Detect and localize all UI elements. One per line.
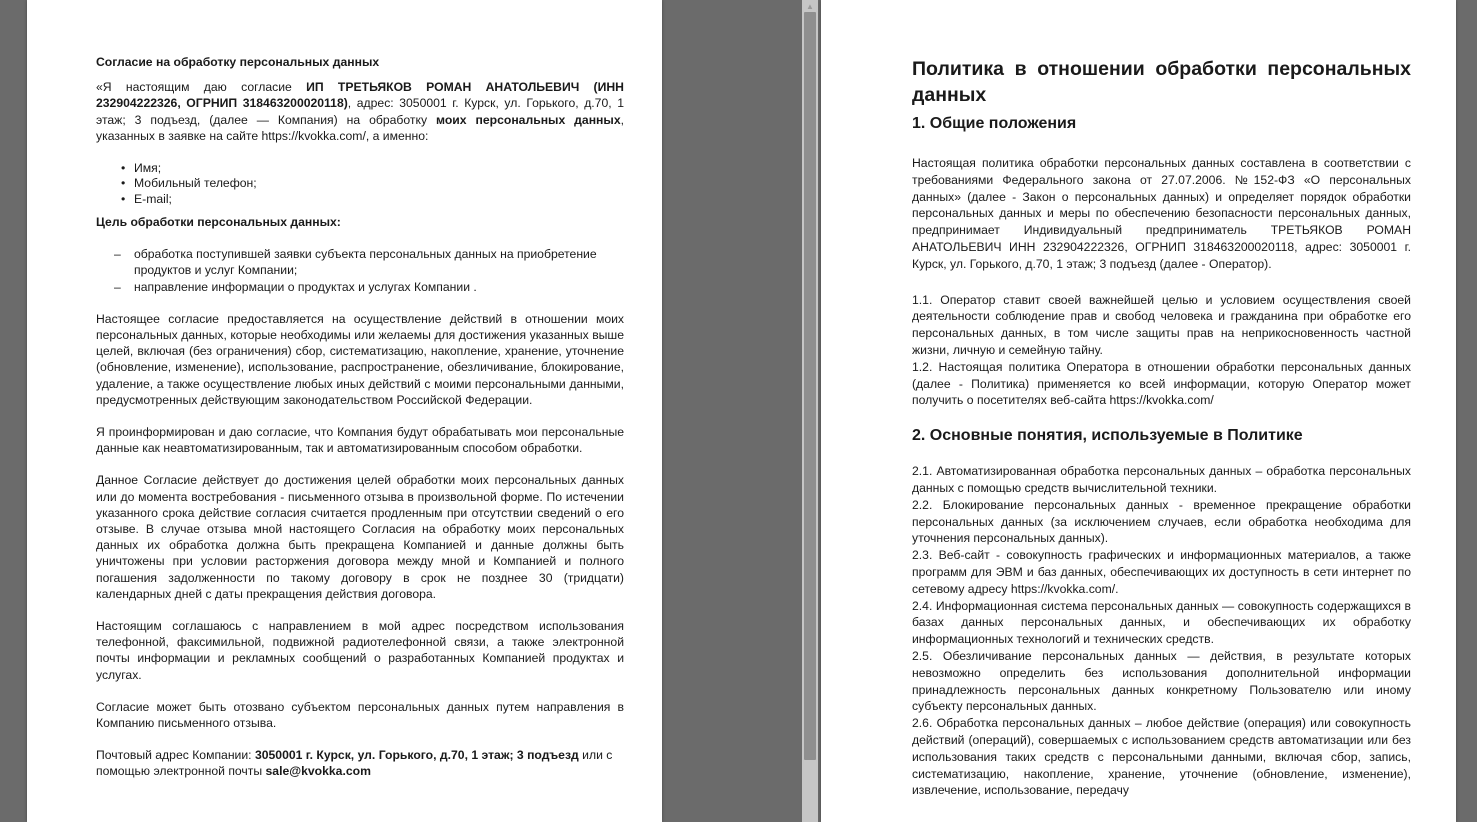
left-document-page <box>27 0 662 822</box>
purpose-list <box>96 246 624 295</box>
policy-item: 1.1. Оператор ставит своей важнейшей целью и условием осуществления своей деятельности соблюдение прав и свобод человека и гражданина при обработке его персональных данных, в том числе защиты прав на неприкосновенность частной жизни, личную и семейную тайну. <box>912 292 1411 357</box>
policy-item: 1.2. Настоящая политика Оператора в отношении обработки персональных данных (далее - Политика) применяется ко всей информации, которую Оператор может получить о посетителях веб-сайта https://kvokka.com/ <box>912 359 1411 408</box>
postal-address-value: 3050001 г. Курск, ул. Горького, д.70, 1 этаж; 3 подъезд <box>254 748 579 763</box>
policy-item: 2.2. Блокирование персональных данных - временное прекращение обработки персональных данных (за исключением случаев, если обработка необходима для уточнения персональных данных). <box>912 497 1411 546</box>
intro-company: ИП ТРЕТЬЯКОВ РОМАН АНАТОЛЬЕВИЧ (ИНН 232904222326, ОГРНИП 318463200020118) <box>96 80 624 111</box>
section-2-title: 2. Основные понятия, используемые в Политике <box>912 427 1303 445</box>
vertical-scrollbar[interactable] <box>802 0 818 822</box>
policy-document <box>912 56 1411 799</box>
consent-paragraph: Настоящее согласие предоставляется на осуществление действий в отношении моих персональных данных, которые необходимы или желаемы для достижения указанных выше целей, включая (без ограничения) сбор, систематизацию, накопление, хранение, уточнение (обновление, изменение), использование, распространение, обезличивание, блокирование, удаление, а также осуществление любых иных действий с моими персональными данными, предусмотренных действующим законодательством Российской Федерации. <box>96 311 624 407</box>
intro-text-3: , указанных в заявке на сайте https://kvokka.com/, а именно: <box>96 112 624 143</box>
policy-item: 2.1. Автоматизированная обработка персональных данных – обработка персональных данных с помощью средств вычислительной техники. <box>912 464 1411 495</box>
consent-paragraph: Я проинформирован и даю согласие, что Компания будут обрабатывать мои персональные данные как неавтоматизированным, так и автоматизированным способом обработки. <box>96 424 624 456</box>
consent-intro <box>96 79 624 144</box>
right-document-page <box>821 0 1456 822</box>
consent-document <box>96 54 624 780</box>
policy-title: Политика в отношении обработки персональных данных <box>912 58 1411 106</box>
policy-item: 2.4. Информационная система персональных данных — совокупность содержащихся в базах данных персональных данных, и обеспечивающих их обработку информационных технологий и технических средств. <box>912 598 1411 647</box>
postal-text-1: Почтовый адрес Компании: <box>96 748 255 763</box>
policy-item: 2.6. Обработка персональных данных – любое действие (операция) или совокупность действий (операций), совершаемых с использованием средств автоматизации или без использования таких средств с персональными данными, включая сбор, запись, систематизацию, накопление, хранение, уточнение (обновление, изменение), извлечение, использование, передачу <box>912 716 1411 798</box>
postal-address <box>96 747 624 779</box>
consent-paragraph: Согласие может быть отозвано субъектом персональных данных путем направления в Компанию письменного отзыва. <box>96 699 624 730</box>
intro-text-1: «Я настоящим даю согласие <box>96 80 307 95</box>
scroll-up-arrow-icon[interactable]: ▲ <box>806 2 814 11</box>
personal-data-list <box>96 161 624 207</box>
intro-bold-data: моих персональных данных <box>436 112 621 127</box>
consent-title: Согласие на обработку персональных данных <box>96 55 380 69</box>
email-value: sale@kvokka.com <box>265 764 371 779</box>
consent-paragraph: Настоящим соглашаюсь с направлением в мой адрес посредством использования телефонной, факсимильной, подвижной радиотелефонной связи, а также электронной почты информации и рекламных сообщений о разработанных Компанией продуктах и услугах. <box>96 618 624 682</box>
consent-paragraph: Данное Согласие действует до достижения целей обработки моих персональных данных или до момента востребования - письменного отзыва в произвольной форме. По истечении указанного срока действие согласия считается продленным при отсутствии сведений о его отзыве. В случае отзыва мной настоящего Согласия на обработку моих персональных данных их обработка должна быть прекращена Компанией и данные должны быть уничтожены при условии расторжения договора между мной и Компанией и полного погашения задолженности по такому договору в срок не позднее 30 (тридцати) календарных дней с даты прекращения действия договора. <box>96 473 624 601</box>
policy-item: 2.3. Веб-сайт - совокупность графических и информационных материалов, а также программ для ЭВМ и баз данных, обеспечивающих их доступность в сети интернет по сетевому адресу https://kvokka.com/. <box>912 548 1411 596</box>
policy-item: 2.5. Обезличивание персональных данных — действия, в результате которых невозможно определить без использования дополнительной информации принадлежность персональных данных конкретному Пользователю или иному субъекту персональных данных. <box>912 648 1411 714</box>
list-item: • Мобильный телефон; <box>134 176 624 191</box>
list-item: • E-mail; <box>134 192 624 207</box>
list-item: – направление информации о продуктах и услугах Компании . <box>134 279 624 295</box>
scrollbar-thumb[interactable] <box>804 12 816 760</box>
section-1-title: 1. Общие положения <box>912 115 1077 132</box>
policy-paragraph: Настоящая политика обработки персональных данных составлена в соответствии с требованиями Федерального закона от 27.07.2006. №152-ФЗ «О персональных данных» (далее - Закон о персональных данных) и определяет порядок обработки персональных данных и меры по обеспечению безопасности персональных данных, предпринимает Индивидуальный предприниматель ТРЕТЬЯКОВ РОМАН АНАТОЛЬЕВИЧ ИНН 232904222326, ОГРНИП 318463200020118, адрес: 3050001 г. Курск, ул. Горького, д.70, 1 этаж; 3 подъезд (далее - Оператор). <box>912 156 1411 271</box>
list-item: • Имя; <box>134 161 624 176</box>
list-item: – обработка поступившей заявки субъекта персональных данных на приобретение продуктов и услуг Компании; <box>134 246 624 278</box>
intro-text-2: , адрес: 3050001 г. Курск, ул. Горького, д.70, 1 этаж; 3 подъезд, (далее — Компания) на обработку <box>96 96 624 127</box>
postal-text-2: или с помощью электронной почты <box>96 748 613 779</box>
purpose-title: Цель обработки персональных данных: <box>96 214 341 229</box>
